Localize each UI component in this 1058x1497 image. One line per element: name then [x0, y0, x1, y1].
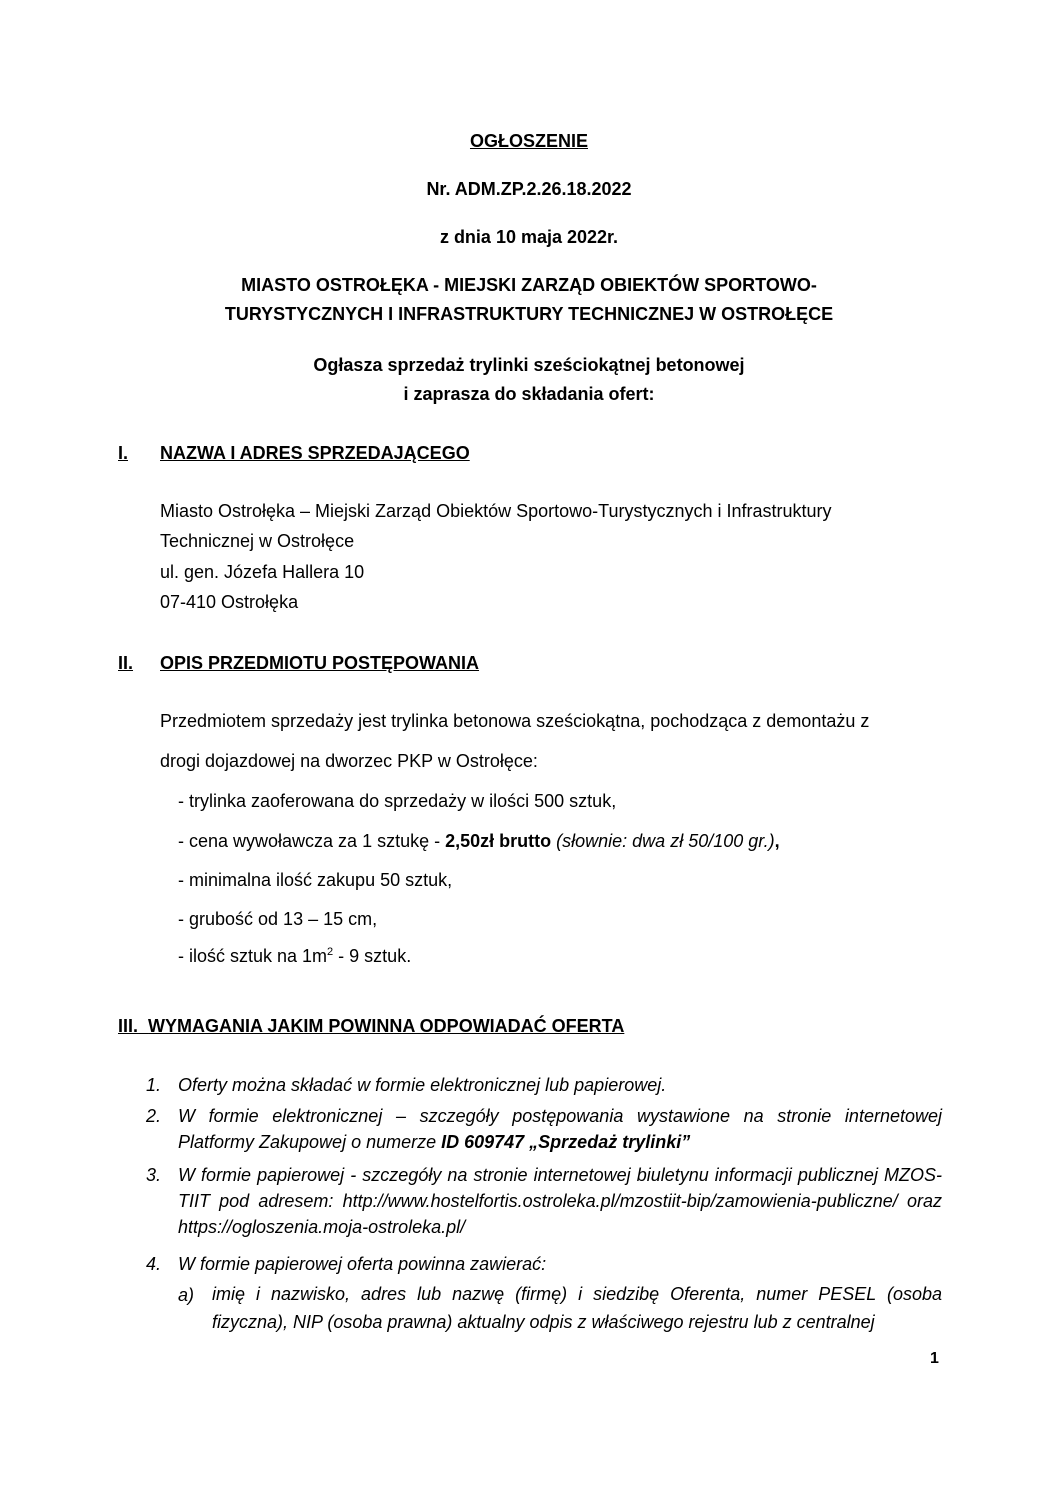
list-item: - grubość od 13 – 15 cm, — [178, 909, 378, 929]
sublist-item: imię i nazwisko, adres lub nazwę (firmę) i siedzibę Oferenta, numer PESEL (osoba fizyczna), NIP (osoba prawna) aktualny odpis z właściwego rejestru lub z centralnej — [212, 1284, 942, 1332]
list-number: 4. — [146, 1254, 162, 1274]
address-line: ul. gen. Józefa Hallera 10 — [160, 562, 365, 582]
section-3-title: III. WYMAGANIA JAKIM POWINNA ODPOWIADAĆ OFERTA — [118, 1016, 625, 1036]
address-line: Miasto Ostrołęka – Miejski Zarząd Obiektów Sportowo-Turystycznych i Infrastruktury — [160, 501, 832, 521]
list-number: 3. — [146, 1165, 162, 1185]
document-title: OGŁOSZENIE — [469, 131, 588, 151]
list-item: - ilość sztuk na $1m^2 - 9$ sztuk. — [178, 946, 412, 966]
list-item: W formie papierowej - szczegóły na stronie internetowej biuletynu informacji publicznej MZOS-TIIT pod adresem: http://www.hostelfortis.ostroleka.pl/mzostiit-bip/zamowienia-publiczne/ oraz https://ogloszenia.moja-ostroleka.pl/ — [178, 1165, 942, 1237]
section-1-title: NAZWA I ADRES SPRZEDAJĄCEGO — [160, 443, 470, 463]
section-2-number: II. — [118, 653, 134, 673]
announcement-line-2: i zaprasza do składania ofert: — [403, 384, 655, 404]
address-line: 07-410 Ostrołęka — [160, 592, 299, 612]
sublist-letter: a) — [178, 1285, 195, 1305]
page-number: 1 — [930, 1350, 939, 1367]
document-date: z dnia 10 maja 2022r. — [439, 227, 619, 247]
list-number: 1. — [146, 1075, 162, 1095]
document-number: Nr. ADM.ZP.2.26.18.2022 — [426, 179, 632, 199]
paragraph-line: Przedmiotem sprzedaży jest trylinka betonowa sześciokątna, pochodząca z demontażu z — [160, 711, 870, 731]
list-item: Oferty można składać w formie elektronicznej lub papierowej. — [178, 1075, 667, 1095]
list-item: - minimalna ilość zakupu 50 sztuk, — [178, 870, 453, 890]
issuer-line-2: TURYSTYCZNYCH I INFRASTRUKTURY TECHNICZNEJ W OSTROŁĘCE — [224, 304, 834, 324]
section-1-number: I. — [118, 443, 129, 463]
paragraph-line: drogi dojazdowej na dworzec PKP w Ostrołęce: — [160, 751, 538, 771]
issuer-line-1: MIASTO OSTROŁĘKA - MIEJSKI ZARZĄD OBIEKTÓW SPORTOWO- — [241, 275, 817, 295]
list-item: - cena wywoławcza za 1 sztukę - 2,50zł brutto (słownie: dwa zł 50/100 gr.), — [178, 831, 780, 851]
list-item: - trylinka zaoferowana do sprzedaży w ilości 500 sztuk, — [178, 791, 617, 811]
section-2-title: OPIS PRZEDMIOTU POSTĘPOWANIA — [160, 653, 480, 673]
list-number: 2. — [146, 1106, 162, 1126]
list-item: W formie elektronicznej – szczegóły postępowania wystawione na stronie internetowej Platformy Zakupowej o numerze ID 609747 „Sprzedaż trylinki” — [178, 1106, 942, 1152]
list-item: W formie papierowej oferta powinna zawierać: — [178, 1254, 547, 1274]
announcement-line-1: Ogłasza sprzedaż trylinki sześciokątnej betonowej — [313, 355, 745, 375]
address-line: Technicznej w Ostrołęce — [160, 531, 355, 551]
